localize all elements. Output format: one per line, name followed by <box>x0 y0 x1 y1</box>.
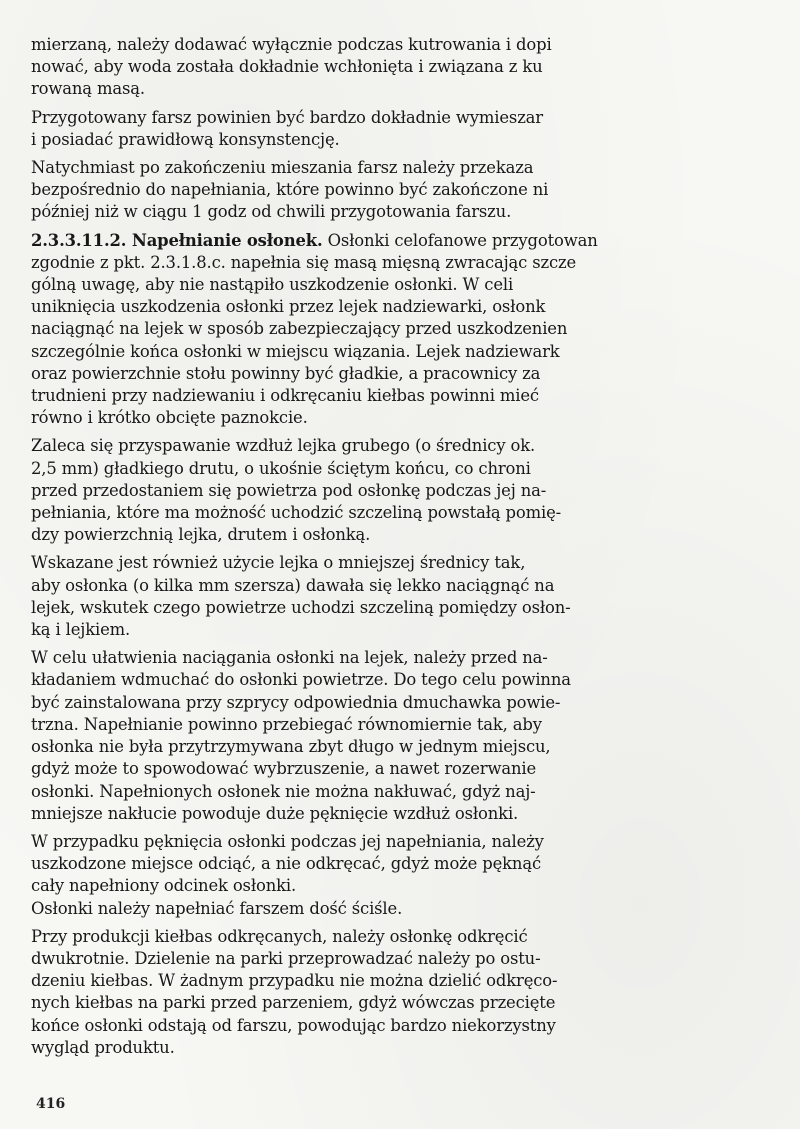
line-text: Przy produkcji kiełbas odkręcanych, należy osłonkę odkręcić <box>31 926 528 946</box>
line-text: gdyż może to spowodować wybrzuszenie, a nawet rozerwanie <box>31 759 537 779</box>
line-text: szczególnie końca osłonki w miejscu wiązania. Lejek nadziewark <box>31 341 560 361</box>
line-text: nować, aby woda została dokładnie wchłonięta i związana z ku <box>31 57 543 77</box>
line-text: naciągnąć na lejek w sposób zabezpieczający przed uszkodzenien <box>31 319 568 339</box>
text-line <box>31 714 681 736</box>
line-text: być zainstalowana przy szprycy odpowiednia dmuchawka powie- <box>31 692 561 712</box>
paragraph <box>31 34 681 101</box>
line-text: zgodnie z pkt. 2.3.1.8.c. napełnia się masą mięsną zwracając szcze <box>31 252 577 272</box>
line-text: cały napełniony odcinek osłonki. <box>31 876 297 896</box>
paragraph <box>31 230 681 430</box>
text-line <box>31 179 681 201</box>
page-number: 416 <box>36 1096 66 1112</box>
line-text: trudnieni przy nadziewaniu i odkręcaniu kiełbas powinni mieć <box>31 386 539 406</box>
line-text: później niż w ciągu 1 godz od chwili przygotowania farszu. <box>31 202 512 222</box>
text-line <box>31 575 681 597</box>
line-text: dzy powierzchnią lejka, drutem i osłonką. <box>31 525 371 545</box>
text-line <box>31 1037 681 1059</box>
text-line <box>31 898 681 920</box>
text-line <box>31 970 681 992</box>
line-text: trzna. Napełnianie powinno przebiegać równomiernie tak, aby <box>31 714 542 734</box>
text-line <box>31 552 681 574</box>
line-text: gólną uwagę, aby nie nastąpiło uszkodzenie osłonki. W celi <box>31 275 514 295</box>
text-line <box>31 363 681 385</box>
line-text: 2,5 mm) gładkiego drutu, o ukośnie ściętym końcu, co chroni <box>31 458 531 478</box>
section-heading: 2.3.3.11.2. Napełnianie osłonek. <box>31 230 323 250</box>
text-line <box>31 78 681 100</box>
line-text: wygląd produktu. <box>31 1037 175 1057</box>
line-text: Zaleca się przyspawanie wzdłuż lejka grubego (o średnicy ok. <box>31 436 536 456</box>
line-text: mierzaną, należy dodawać wyłącznie podczas kutrowania i dopi <box>31 35 552 54</box>
paragraph <box>31 552 681 641</box>
line-text: i posiadać prawidłową konsynstencję. <box>31 129 340 149</box>
text-line <box>31 875 681 897</box>
text-line <box>31 597 681 619</box>
line-text: Natychmiast po zakończeniu mieszania farsz należy przekaza <box>31 158 534 178</box>
text-line <box>31 341 681 363</box>
line-text: pełniania, które ma możność uchodzić szczeliną powstałą pomię- <box>31 503 562 523</box>
text-line <box>31 201 681 223</box>
text-line <box>31 129 681 151</box>
text-line <box>31 647 681 669</box>
paragraph <box>31 926 681 1059</box>
line-text: mniejsze nakłucie powoduje duże pęknięcie wzdłuż osłonki. <box>31 803 519 823</box>
paragraph <box>31 435 681 546</box>
line-text: przed przedostaniem się powietrza pod osłonkę podczas jej na- <box>31 480 547 500</box>
text-line <box>31 318 681 340</box>
line-text: rowaną masą. <box>31 79 145 99</box>
text-line <box>31 458 681 480</box>
text-line <box>31 619 681 641</box>
line-text: bezpośrednio do napełniania, które powinno być zakończone ni <box>31 180 549 200</box>
text-line <box>31 736 681 758</box>
line-text: Osłonki należy napełniać farszem dość ściśle. <box>31 898 403 918</box>
line-text: W celu ułatwienia naciągania osłonki na lejek, należy przed na- <box>31 648 548 668</box>
line-text: nych kiełbas na parki przed parzeniem, gdyż wówczas przecięte <box>31 993 556 1013</box>
line-text: osłonka nie była przytrzymywana zbyt długo w jednym miejscu, <box>31 737 551 757</box>
line-text: dzeniu kiełbas. W żadnym przypadku nie można dzielić odkręco- <box>31 971 558 991</box>
paragraph <box>31 157 681 224</box>
line-text: końce osłonki odstają od farszu, powodując bardzo niekorzystny <box>31 1015 556 1035</box>
line-text: równo i krótko obcięte paznokcie. <box>31 408 308 428</box>
text-line <box>31 803 681 825</box>
text-line <box>31 853 681 875</box>
text-line <box>31 831 681 853</box>
text-line <box>31 385 681 407</box>
text-line <box>31 435 681 457</box>
line-text: lejek, wskutek czego powietrze uchodzi szczeliną pomiędzy osłon- <box>31 597 571 617</box>
line-text: osłonki. Napełnionych osłonek nie można nakłuwać, gdyż naj- <box>31 781 536 801</box>
text-line <box>31 781 681 803</box>
text-line <box>31 407 681 429</box>
line-text: dwukrotnie. Dzielenie na parki przeprowadzać należy po ostu- <box>31 948 541 968</box>
paragraph <box>31 831 681 920</box>
line-text: uszkodzone miejsce odciąć, a nie odkręcać, gdyż może pęknąć <box>31 854 541 874</box>
text-line <box>31 56 681 78</box>
text-line <box>31 252 681 274</box>
text-line <box>31 992 681 1014</box>
line-text: W przypadku pęknięcia osłonki podczas jej napełniania, należy <box>31 831 544 851</box>
text-line <box>31 296 681 318</box>
line-text: aby osłonka (o kilka mm szersza) dawała się lekko naciągnąć na <box>31 575 555 595</box>
paragraph <box>31 647 681 825</box>
text-line <box>31 948 681 970</box>
line-text: oraz powierzchnie stołu powinny być gładkie, a pracownicy za <box>31 363 541 383</box>
text-line <box>31 480 681 502</box>
text-line <box>31 230 681 252</box>
text-line <box>31 926 681 948</box>
text-line <box>31 274 681 296</box>
text-line <box>31 692 681 714</box>
text-line <box>31 502 681 524</box>
line-text: Osłonki celofanowe przygotowan <box>322 230 598 250</box>
text-line <box>31 669 681 691</box>
line-text: kładaniem wdmuchać do osłonki powietrze. Do tego celu powinna <box>31 670 571 690</box>
text-line <box>31 157 681 179</box>
line-text: ką i lejkiem. <box>31 620 131 640</box>
line-text: uniknięcia uszkodzenia osłonki przez lejek nadziewarki, osłonk <box>31 297 546 317</box>
text-line <box>31 34 681 56</box>
paragraph <box>31 107 681 151</box>
text-line <box>31 758 681 780</box>
line-text: Przygotowany farsz powinien być bardzo dokładnie wymieszar <box>31 107 543 127</box>
text-line <box>31 1015 681 1037</box>
body-text <box>31 34 681 1065</box>
text-line <box>31 524 681 546</box>
line-text: Wskazane jest również użycie lejka o mniejszej średnicy tak, <box>31 553 526 573</box>
text-line <box>31 107 681 129</box>
